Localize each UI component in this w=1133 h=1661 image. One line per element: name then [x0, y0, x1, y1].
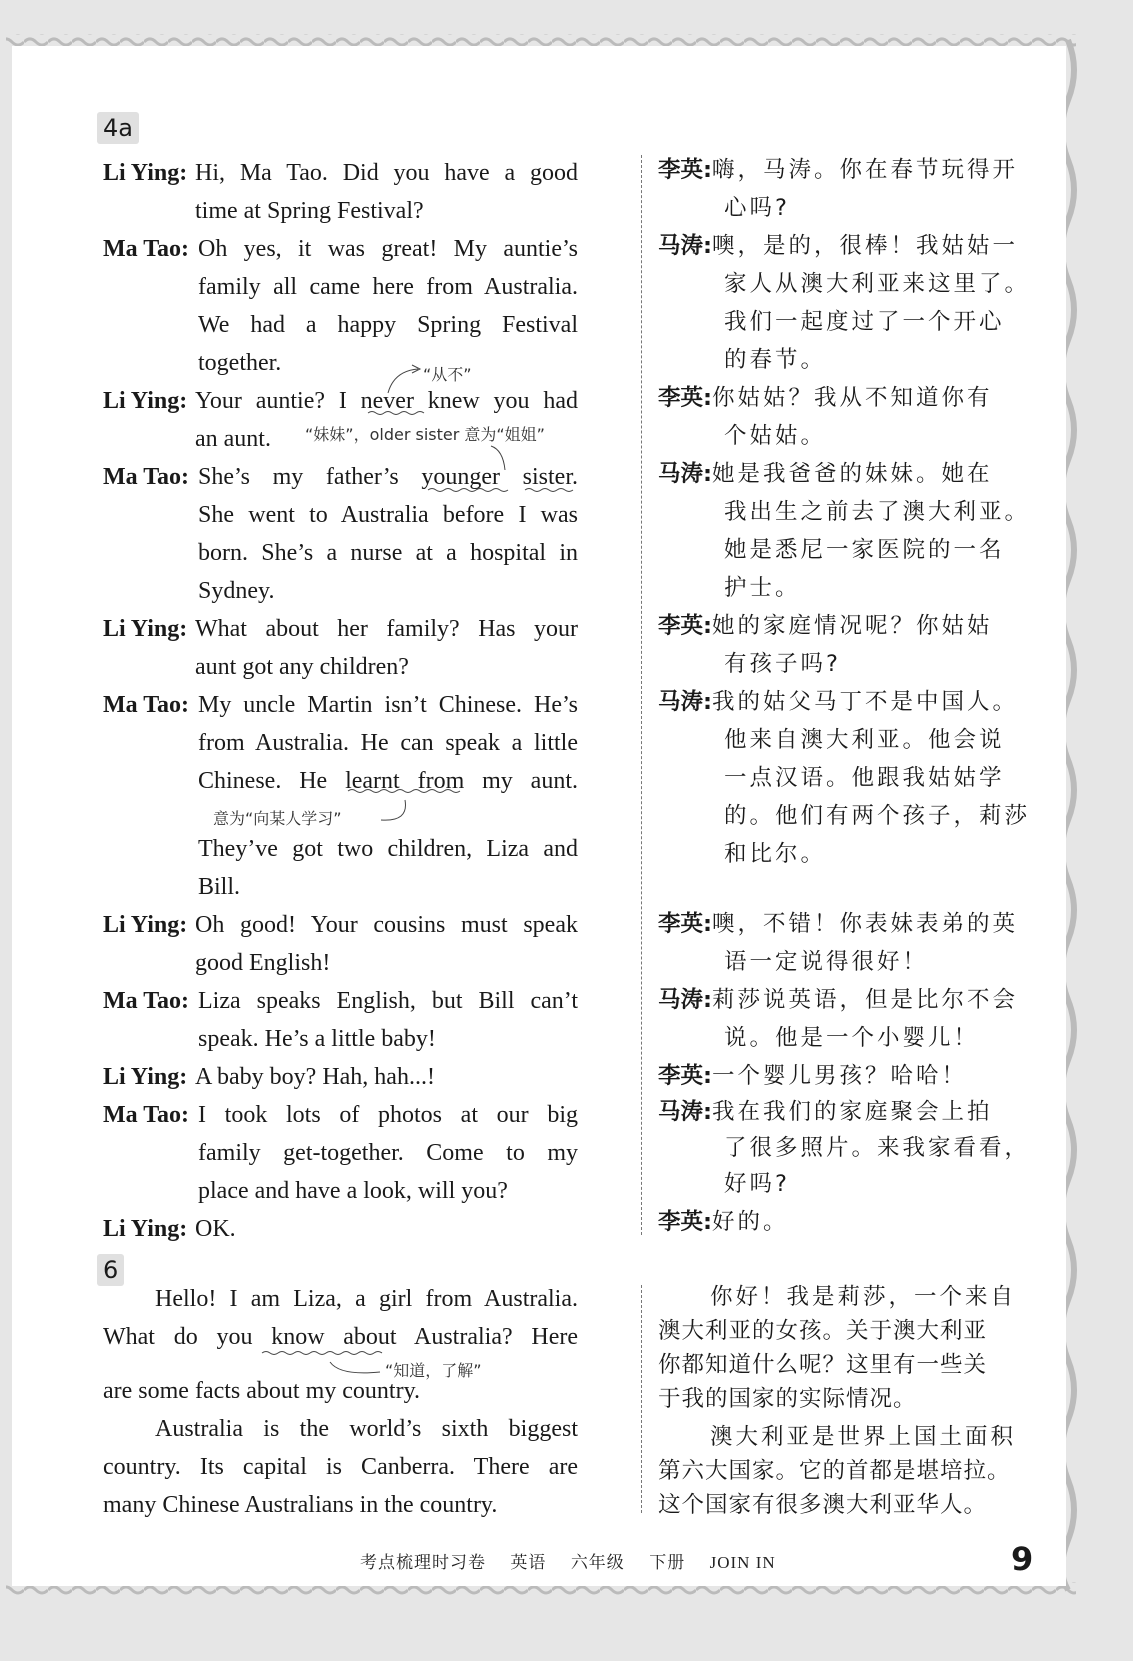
speaker-name: Li Ying:: [103, 912, 188, 938]
underline-learnt-from: [348, 790, 460, 793]
footer-title: 考点梳理时习卷: [360, 1553, 486, 1573]
dialogue-line: 有孩子吗?: [724, 651, 841, 677]
note-never: “从不”: [423, 365, 472, 384]
dialogue-line: Li Ying: Hi, Ma Tao. Did you have a good: [103, 154, 585, 192]
dialogue-line: place and have a look, will you?: [198, 1178, 508, 1204]
dialogue-line: an aunt.: [195, 426, 271, 452]
dialogue-line: Li Ying: OK.: [103, 1210, 585, 1248]
underline-younger: [428, 489, 508, 492]
speaker-name: Ma Tao:: [103, 988, 190, 1014]
passage-line: 于我的国家的实际情况。: [658, 1386, 917, 1412]
passage-english: [103, 1280, 585, 1520]
speaker-name: 马涛:: [658, 233, 712, 259]
underline-sister: [525, 489, 573, 492]
dialogue-line: 的。他们有两个孩子，莉莎: [724, 803, 1031, 829]
dialogue-line: Li Ying: A baby boy? Hah, hah...!: [103, 1058, 585, 1096]
dialogue-line: together.: [198, 350, 282, 376]
speaker-name: 李英:: [658, 1063, 712, 1089]
footer-edition: JOIN IN: [709, 1553, 776, 1572]
dialogue-line: 马涛:莉莎说英语，但是比尔不会: [658, 987, 1019, 1013]
passage-line: 第六大国家。它的首都是堪培拉。: [658, 1458, 1011, 1484]
section-label-6: 6: [97, 1254, 124, 1286]
passage-line: country. Its capital is Canberra. There are: [103, 1454, 578, 1480]
note-sister: “妹妹”，older sister 意为“姐姐”: [305, 425, 545, 444]
passage-line: What do you know about Australia? Here: [103, 1324, 578, 1350]
passage-line: 澳大利亚是世界上国土面积: [710, 1424, 1017, 1450]
speaker-name: 马涛:: [658, 689, 712, 715]
speaker-name: 李英:: [658, 1209, 712, 1235]
speaker-name: Li Ying:: [103, 1064, 188, 1090]
speaker-name: Ma Tao:: [103, 236, 190, 262]
passage-line: Hello! I am Liza, a girl from Australia.: [155, 1286, 578, 1312]
speaker-name: Li Ying:: [103, 1216, 188, 1242]
dialogue-line: from Australia. He can speak a little: [198, 730, 578, 756]
dialogue-line: Bill.: [198, 874, 241, 900]
passage-line: 这个国家有很多澳大利亚华人。: [658, 1492, 988, 1518]
dialogue-line: born. She’s a nurse at a hospital in: [198, 540, 578, 566]
dialogue-line: Sydney.: [198, 578, 275, 604]
dialogue-line: 李英:噢，不错！你表妹表弟的英: [658, 911, 1019, 937]
dialogue-line: time at Spring Festival?: [195, 198, 424, 224]
speaker-name: 李英:: [658, 385, 712, 411]
section-label-4a: 4a: [97, 112, 139, 144]
dialogue-line: 我们一起度过了一个开心: [724, 309, 1005, 335]
speaker-name: Ma Tao:: [103, 1102, 190, 1128]
dialogue-line: 个姑姑。: [724, 423, 827, 449]
underline-never: [368, 412, 424, 415]
dialogue-line: 李英:她的家庭情况呢？你姑姑: [658, 613, 993, 639]
speaker-name: 李英:: [658, 157, 712, 183]
dialogue-line: Ma Tao: Liza speaks English, but Bill can’t: [103, 982, 585, 1020]
dialogue-line: 的春节。: [724, 347, 827, 373]
dialogue-line: 心吗?: [724, 194, 790, 221]
dialogue-line: We had a happy Spring Festival: [198, 312, 578, 338]
dialogue-line: Ma Tao: My uncle Martin isn’t Chinese. He’s: [103, 686, 585, 724]
note-learnt-from: 意为“向某人学习”: [213, 809, 342, 828]
dialogue-line: 家人从澳大利亚来这里了。: [724, 271, 1031, 297]
dialogue-line: Li Ying: Oh good! Your cousins must speak: [103, 906, 585, 944]
dialogue-line: 李英:嗨，马涛。你在春节玩得开: [658, 157, 1019, 183]
dialogue-line: family get-together. Come to my: [198, 1140, 578, 1166]
arrow-younger: [491, 446, 505, 470]
footer-volume: 下册: [649, 1553, 686, 1573]
passage-line: Australia is the world’s sixth biggest: [155, 1416, 578, 1442]
dialogue-line: Li Ying: Your auntie? I never knew you had: [103, 382, 585, 420]
dialogue-line: 说。他是一个小婴儿！: [724, 1025, 980, 1051]
dialogue-line: Ma Tao: She’s my father’s younger sister.: [103, 458, 585, 496]
dialogue-line: 和比尔。: [724, 841, 827, 867]
speaker-name: 马涛:: [658, 1099, 712, 1125]
dialogue-line: 一点汉语。他跟我姑姑学: [724, 765, 1005, 791]
dialogue-line: 护士。: [724, 575, 801, 601]
page-number: 9: [1011, 1540, 1034, 1578]
speaker-name: 马涛:: [658, 461, 712, 487]
footer-subject: 英语: [510, 1553, 547, 1573]
dialogue-line: 李英:一个婴儿男孩？哈哈！: [658, 1063, 968, 1089]
dialogue-line: They’ve got two children, Liza and: [198, 836, 578, 862]
note-know-about: “知道，了解”: [385, 1361, 482, 1380]
dialogue-line: speak. He’s a little baby!: [198, 1026, 436, 1052]
dialogue-line: Chinese. He learnt from my aunt.: [198, 768, 578, 794]
footer-grade: 六年级: [570, 1553, 625, 1573]
dialogue-line: 李英:你姑姑？我从不知道你有: [658, 385, 993, 411]
passage-line: are some facts about my country.: [103, 1378, 421, 1404]
dialogue-line: She went to Australia before I was: [198, 502, 578, 528]
dialogue-line: aunt got any children?: [195, 654, 409, 680]
speaker-name: Li Ying:: [103, 616, 188, 642]
dialogue-line: 马涛:噢，是的，很棒！我姑姑一: [658, 233, 1019, 259]
dialogue-line: family all came here from Australia.: [198, 274, 578, 300]
dialogue-chinese: [658, 152, 1033, 1235]
speaker-name: 李英:: [658, 613, 712, 639]
dialogue-line: 了很多照片。来我家看看，: [724, 1135, 1031, 1161]
passage-chinese: [658, 1280, 1033, 1520]
dialogue-line: Ma Tao: I took lots of photos at our big: [103, 1096, 585, 1134]
dialogue-line: 语一定说得很好！: [724, 949, 929, 975]
dialogue-line: 李英:好的。: [658, 1209, 789, 1235]
dialogue-line: 她是悉尼一家医院的一名: [724, 537, 1005, 563]
page-footer: [360, 1548, 794, 1573]
passage-line: many Chinese Australians in the country.: [103, 1492, 498, 1518]
passage-line: 澳大利亚的女孩。关于澳大利亚: [658, 1318, 988, 1344]
speaker-name: 李英:: [658, 911, 712, 937]
dialogue-line: Ma Tao: Oh yes, it was great! My auntie’s: [103, 230, 585, 268]
dialogue-line: Li Ying: What about her family? Has your: [103, 610, 585, 648]
speaker-name: 马涛:: [658, 987, 712, 1013]
speaker-name: Ma Tao:: [103, 464, 190, 490]
column-divider-bottom: [641, 1285, 642, 1513]
dialogue-line: 他来自澳大利亚。他会说: [724, 727, 1005, 753]
dialogue-line: 好吗?: [724, 1171, 790, 1197]
speaker-name: Li Ying:: [103, 388, 188, 414]
speaker-name: Ma Tao:: [103, 692, 190, 718]
dialogue-line: 马涛:我在我们的家庭聚会上拍: [658, 1099, 993, 1125]
passage-line: 你好！我是莉莎，一个来自: [710, 1284, 1017, 1310]
passage-line: 你都知道什么呢？这里有一些关: [658, 1352, 988, 1378]
dialogue-line: 马涛:她是我爸爸的妹妹。她在: [658, 461, 993, 487]
dialogue-line: 我出生之前去了澳大利亚。: [724, 499, 1031, 525]
speaker-name: Li Ying:: [103, 160, 188, 186]
dialogue-line: good English!: [195, 950, 331, 976]
dialogue-line: 马涛:我的姑父马丁不是中国人。: [658, 689, 1019, 715]
arrow-learnt-from: [381, 800, 406, 820]
